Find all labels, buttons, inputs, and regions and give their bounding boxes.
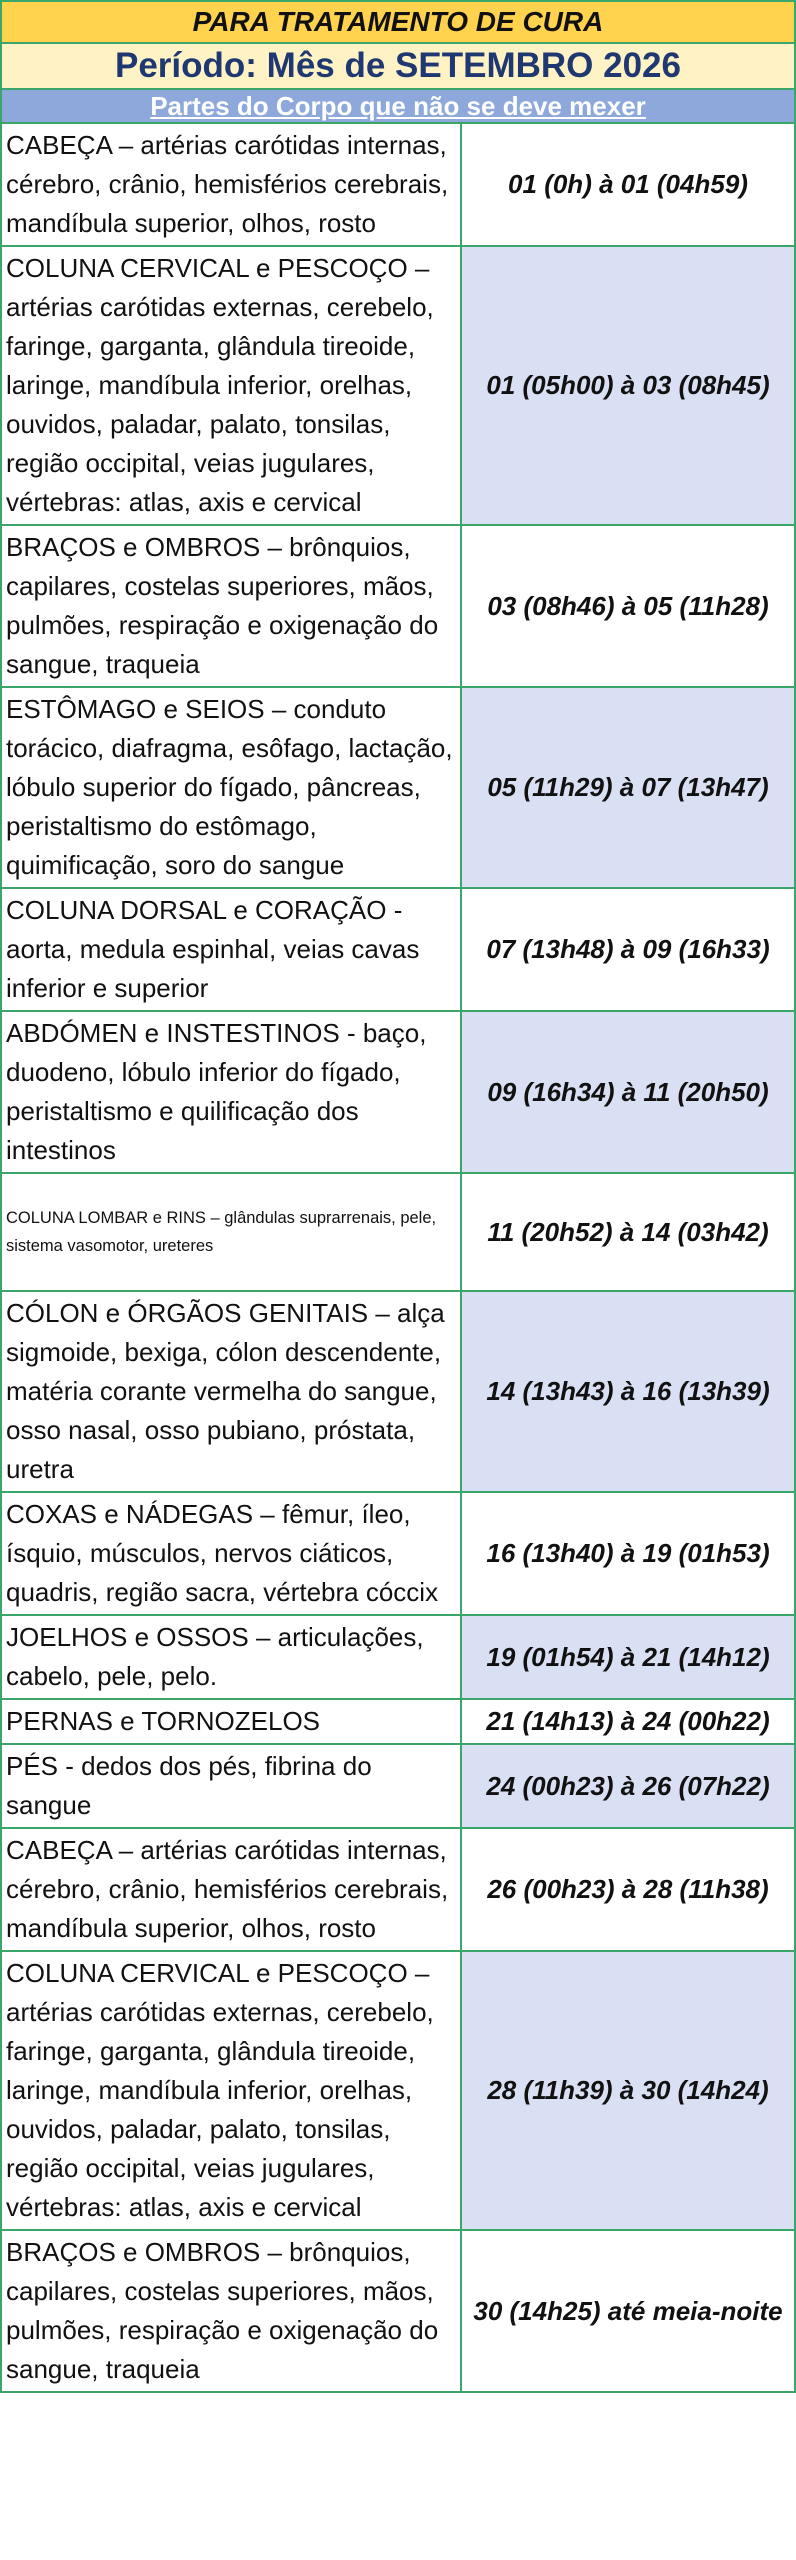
date-range-cell: 11 (20h52) à 14 (03h42) bbox=[461, 1173, 794, 1291]
date-range-cell: 30 (14h25) até meia-noite bbox=[473, 2295, 783, 2326]
section-subtitle bbox=[2, 90, 794, 124]
date-range-cell: 14 (13h43) à 16 (13h39) bbox=[461, 1291, 794, 1492]
table-row bbox=[2, 1615, 794, 1699]
body-part-cell: PERNAS e TORNOZELOS bbox=[2, 1699, 461, 1744]
date-range-cell: 24 (00h23) à 26 (07h22) bbox=[461, 1744, 794, 1828]
table-row bbox=[2, 2230, 794, 2391]
date-range-cell: 16 (13h40) à 19 (01h53) bbox=[461, 1492, 794, 1615]
date-range-cell: 01 (05h00) à 03 (08h45) bbox=[461, 246, 794, 525]
table-row bbox=[2, 1492, 794, 1615]
body-part-cell: BRAÇOS e OMBROS – brônquios, capilares, costelas superiores, mãos, pulmões, respiração e oxigenação do sangue, traqueia bbox=[2, 2230, 461, 2391]
table-row bbox=[2, 1011, 794, 1173]
date-range-cell: 28 (11h39) à 30 (14h24) bbox=[461, 1951, 794, 2230]
date-range-cell: 03 (08h46) à 05 (11h28) bbox=[461, 525, 794, 687]
body-part-cell: ESTÔMAGO e SEIOS – conduto torácico, diafragma, esôfago, lactação, lóbulo superior do fígado, pâncreas, peristaltismo do estômago, quimificação, soro do sangue bbox=[2, 687, 461, 888]
table-row bbox=[2, 1291, 794, 1492]
sheet-title: PARA TRATAMENTO DE CURA bbox=[2, 2, 794, 44]
period-title: Período: Mês de SETEMBRO 2026 bbox=[2, 44, 794, 90]
table-row bbox=[2, 525, 794, 687]
date-range-cell: 07 (13h48) à 09 (16h33) bbox=[461, 888, 794, 1011]
body-part-cell: BRAÇOS e OMBROS – brônquios, capilares, costelas superiores, mãos, pulmões, respiração e oxigenação do sangue, traqueia bbox=[2, 525, 461, 687]
table-row bbox=[2, 1951, 794, 2230]
date-range-cell: 01 (0h) à 01 (04h59) bbox=[461, 124, 794, 246]
section-subtitle-text: Partes do Corpo que não se deve mexer bbox=[150, 91, 646, 121]
table-row bbox=[2, 1173, 794, 1291]
table-row bbox=[2, 687, 794, 888]
body-part-cell: CÓLON e ÓRGÃOS GENITAIS – alça sigmoide, bexiga, cólon descendente, matéria corante vermelha do sangue, osso nasal, osso pubiano, próstata, uretra bbox=[2, 1291, 461, 1492]
body-parts-table bbox=[2, 124, 794, 2391]
body-part-cell: COLUNA LOMBAR e RINS – glândulas suprarrenais, pele, sistema vasomotor, ureteres bbox=[2, 1173, 461, 1291]
date-range-cell: 09 (16h34) à 11 (20h50) bbox=[461, 1011, 794, 1173]
table-row bbox=[2, 888, 794, 1011]
body-part-cell: JOELHOS e OSSOS – articulações, cabelo, pele, pelo. bbox=[2, 1615, 461, 1699]
table-row bbox=[2, 1744, 794, 1828]
body-part-cell: COXAS e NÁDEGAS – fêmur, íleo, ísquio, músculos, nervos ciáticos, quadris, região sacra, vértebra cóccix bbox=[2, 1492, 461, 1615]
date-range-cell: 26 (00h23) à 28 (11h38) bbox=[461, 1828, 794, 1951]
table-row bbox=[2, 1699, 794, 1744]
body-part-cell: COLUNA CERVICAL e PESCOÇO – artérias carótidas externas, cerebelo, faringe, garganta, glândula tireoide, laringe, mandíbula inferior, orelhas, ouvidos, paladar, palato, tonsilas, região occipital, veias jugulares, vértebras: atlas, axis e cervical bbox=[2, 246, 461, 525]
body-part-cell: ABDÓMEN e INSTESTINOS - baço, duodeno, lóbulo inferior do fígado, peristaltismo e quilificação dos intestinos bbox=[2, 1011, 461, 1173]
body-part-cell: CABEÇA – artérias carótidas internas, cérebro, crânio, hemisférios cerebrais, mandíbula superior, olhos, rosto bbox=[2, 124, 461, 246]
body-part-cell: CABEÇA – artérias carótidas internas, cérebro, crânio, hemisférios cerebrais, mandíbula superior, olhos, rosto bbox=[2, 1828, 461, 1951]
body-part-cell: COLUNA DORSAL e CORAÇÃO - aorta, medula espinhal, veias cavas inferior e superior bbox=[2, 888, 461, 1011]
table-row bbox=[2, 1828, 794, 1951]
body-part-cell: PÉS - dedos dos pés, fibrina do sangue bbox=[2, 1744, 461, 1828]
table-row bbox=[2, 124, 794, 246]
date-range-cell: 19 (01h54) à 21 (14h12) bbox=[461, 1615, 794, 1699]
body-part-cell: COLUNA CERVICAL e PESCOÇO – artérias carótidas externas, cerebelo, faringe, garganta, glândula tireoide, laringe, mandíbula inferior, orelhas, ouvidos, paladar, palato, tonsilas, região occipital, veias jugulares, vértebras: atlas, axis e cervical bbox=[2, 1951, 461, 2230]
table-row bbox=[2, 246, 794, 525]
date-range-cell: 05 (11h29) à 07 (13h47) bbox=[461, 687, 794, 888]
date-range-cell: 21 (14h13) à 24 (00h22) bbox=[461, 1699, 794, 1744]
